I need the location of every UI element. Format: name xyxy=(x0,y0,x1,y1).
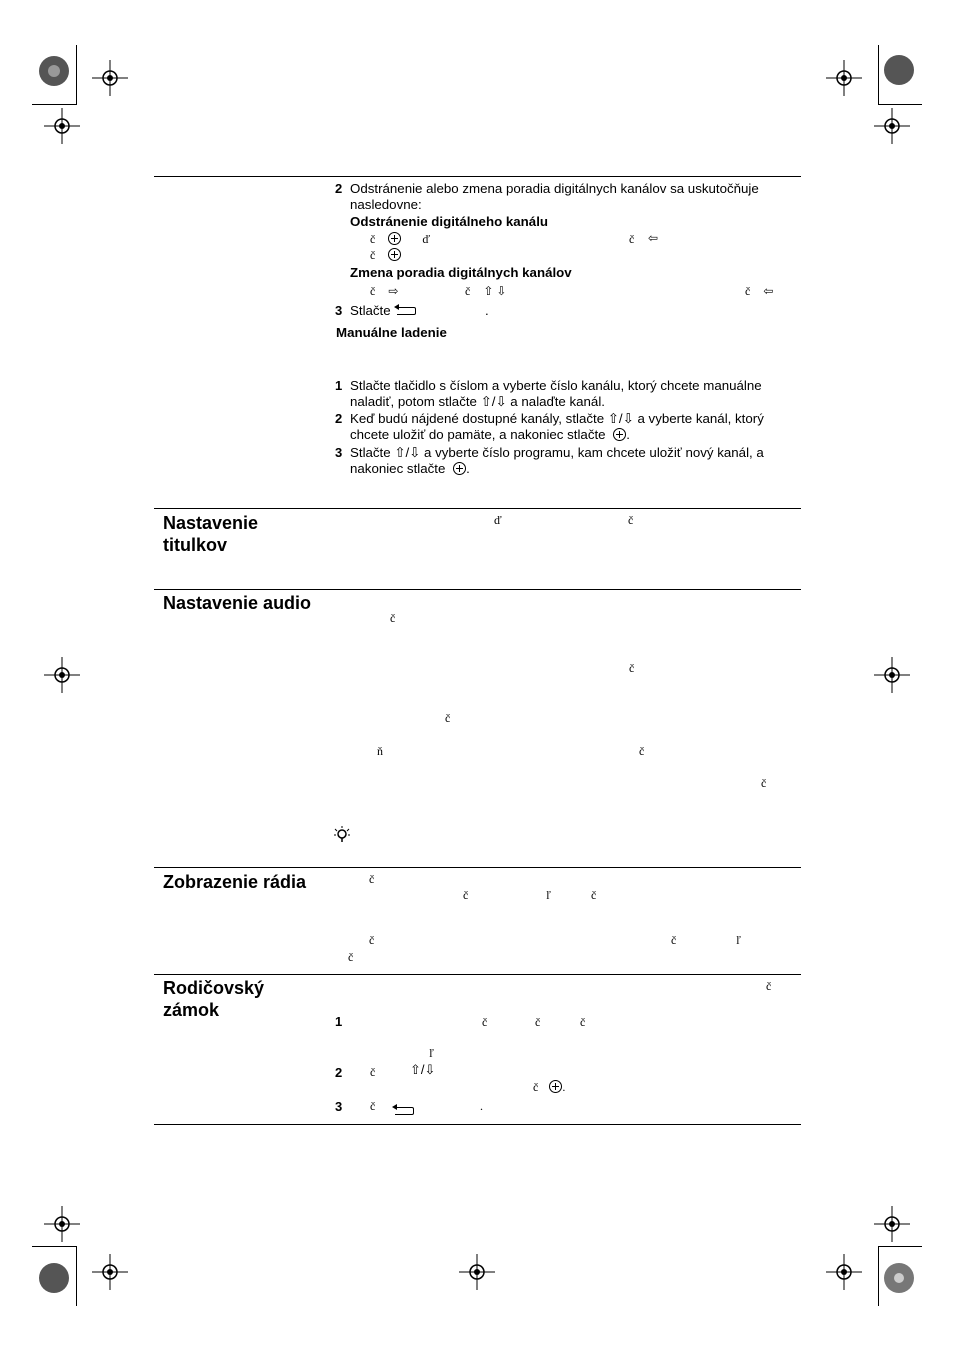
text-fragment: . xyxy=(562,1080,566,1094)
crosshair-icon xyxy=(92,1254,128,1290)
step-number: 2 xyxy=(335,181,343,196)
subheading: Odstránenie digitálneho kanálu xyxy=(350,214,549,229)
text-fragment: . xyxy=(480,1099,483,1113)
text-fragment: č xyxy=(370,232,376,246)
text-fragment: č xyxy=(580,1015,586,1029)
text-fragment: ď xyxy=(422,232,431,246)
step-text: Odstránenie alebo zmena poradia digitálnych kanálov sa uskutočňuje nasledovne: xyxy=(350,181,759,212)
text-fragment: ď xyxy=(494,513,502,527)
crosshair-icon xyxy=(874,1206,910,1242)
remove-instruction-line-1 xyxy=(370,232,430,247)
crop-line xyxy=(76,1246,77,1306)
text-fragment: č xyxy=(639,744,645,758)
step-number: 2 xyxy=(335,1065,343,1080)
crop-line xyxy=(76,45,77,105)
text-fragment: č xyxy=(369,933,375,947)
text-fragment: č xyxy=(465,284,471,298)
text-fragment: č xyxy=(369,872,375,886)
crosshair-icon xyxy=(826,60,862,96)
text-fragment: č xyxy=(482,1015,488,1029)
ok-circle-icon xyxy=(388,248,401,261)
up-down-arrow-icon: ⇧ ⇩ xyxy=(483,284,507,298)
ok-circle-icon xyxy=(453,462,466,475)
subheading: Zmena poradia digitálnych kanálov xyxy=(350,265,572,280)
crosshair-icon xyxy=(44,1206,80,1242)
step-text: Stlačte ⇧/⇩ a vyberte číslo programu, kam chcete uložiť nový kanál, a nakoniec stlačte . xyxy=(350,445,764,476)
section-title-subtitles: Nastavenie titulkov xyxy=(163,513,259,555)
crosshair-icon xyxy=(44,657,80,693)
return-icon xyxy=(392,1105,414,1115)
text-fragment: č xyxy=(370,248,376,262)
crop-line xyxy=(878,45,879,105)
manual-heading: Manuálne ladenie xyxy=(336,325,447,340)
crosshair-icon xyxy=(874,657,910,693)
text-fragment: ľ xyxy=(429,1046,434,1060)
top-rule xyxy=(154,176,801,177)
section-title-audio: Nastavenie audio xyxy=(163,593,312,613)
text-fragment: č xyxy=(629,232,635,246)
section-rule xyxy=(154,867,801,868)
ok-circle-icon xyxy=(388,232,401,245)
crop-line xyxy=(878,104,922,105)
text-fragment: č xyxy=(591,888,597,902)
parental-step2-end xyxy=(533,1080,565,1095)
step-number: 3 xyxy=(335,1099,343,1114)
text-fragment: č xyxy=(370,284,376,298)
step-text: Keď budú nájdené dostupné kanály, stlačte ⇧/⇩ a vyberte kanál, ktorý chcete uložiť do pamäte, a nakoniec stlačte . xyxy=(350,411,764,442)
text-fragment: č xyxy=(628,513,634,527)
section-title-parental: Rodičovský zámok xyxy=(163,978,265,1020)
section-rule xyxy=(154,974,801,975)
step-label: Stlačte ⇧/⇩ a vyberte číslo programu, kam chcete uložiť nový kanál, a nakoniec stlačte xyxy=(350,445,764,476)
crosshair-icon xyxy=(874,108,910,144)
text-fragment: č xyxy=(535,1015,541,1029)
section-title-radio: Zobrazenie rádia xyxy=(163,872,307,892)
step-number: 3 xyxy=(335,445,343,460)
step-number: 1 xyxy=(335,1014,343,1029)
text-fragment: č xyxy=(370,1065,376,1079)
ok-circle-icon xyxy=(549,1080,562,1093)
crop-line xyxy=(878,1246,922,1247)
text-fragment: č xyxy=(463,888,469,902)
step-label: Keď budú nájdené dostupné kanály, stlačte ⇧/⇩ a vyberte kanál, ktorý chcete uložiť do pamäte, a nakoniec stlačte xyxy=(350,411,764,442)
crosshair-icon xyxy=(459,1254,495,1290)
color-target-icon xyxy=(883,54,915,86)
text-fragment: č xyxy=(745,284,751,298)
text-fragment: č xyxy=(761,776,767,790)
text-fragment: . xyxy=(485,303,489,318)
crop-line xyxy=(878,1246,879,1306)
text-fragment: č xyxy=(533,1080,539,1094)
crosshair-icon xyxy=(92,60,128,96)
color-target-icon xyxy=(883,1262,915,1294)
color-target-icon xyxy=(38,1262,70,1294)
step-text: Stlačte tlačidlo s číslom a vyberte číslo kanálu, ktorý chcete manuálne naladiť, potom stlačte ⇧/⇩ a nalaďte kanál. xyxy=(350,378,762,409)
step-number: 2 xyxy=(335,411,343,426)
text-fragment: ň xyxy=(377,744,383,758)
section-rule xyxy=(154,508,801,509)
step-number: 1 xyxy=(335,378,343,393)
crosshair-icon xyxy=(44,108,80,144)
reorder-instruction-end xyxy=(745,284,773,299)
crop-line xyxy=(32,104,76,105)
ok-circle-icon xyxy=(613,428,626,441)
left-arrow-icon: ⇦ xyxy=(648,231,659,245)
section-rule xyxy=(154,589,801,590)
text-fragment: č xyxy=(370,1099,376,1113)
text-fragment: č xyxy=(348,950,354,964)
remove-instruction-line-2 xyxy=(370,248,401,263)
text-fragment: č xyxy=(766,979,772,993)
step-label: Stlačte xyxy=(350,303,391,318)
bottom-rule xyxy=(154,1124,801,1125)
text-fragment: č xyxy=(671,933,677,947)
text-fragment: č xyxy=(445,711,451,725)
step-text xyxy=(350,303,416,319)
text-fragment: ľ xyxy=(546,888,551,902)
up-down-arrow-icon: ⇧/⇩ xyxy=(410,1062,436,1077)
right-arrow-icon: ⇨ xyxy=(388,284,399,298)
color-target-icon xyxy=(38,55,70,87)
text-fragment: ľ xyxy=(736,933,741,947)
reorder-instruction-mid xyxy=(465,284,506,299)
text-fragment: č xyxy=(390,611,396,625)
return-icon xyxy=(394,305,416,315)
crosshair-icon xyxy=(826,1254,862,1290)
text-fragment: č xyxy=(629,661,635,675)
tip-lightbulb-icon xyxy=(334,826,350,844)
step-number: 3 xyxy=(335,303,343,318)
reorder-instruction xyxy=(370,284,398,299)
left-arrow-icon: ⇦ xyxy=(763,284,774,298)
crop-line xyxy=(32,1246,76,1247)
